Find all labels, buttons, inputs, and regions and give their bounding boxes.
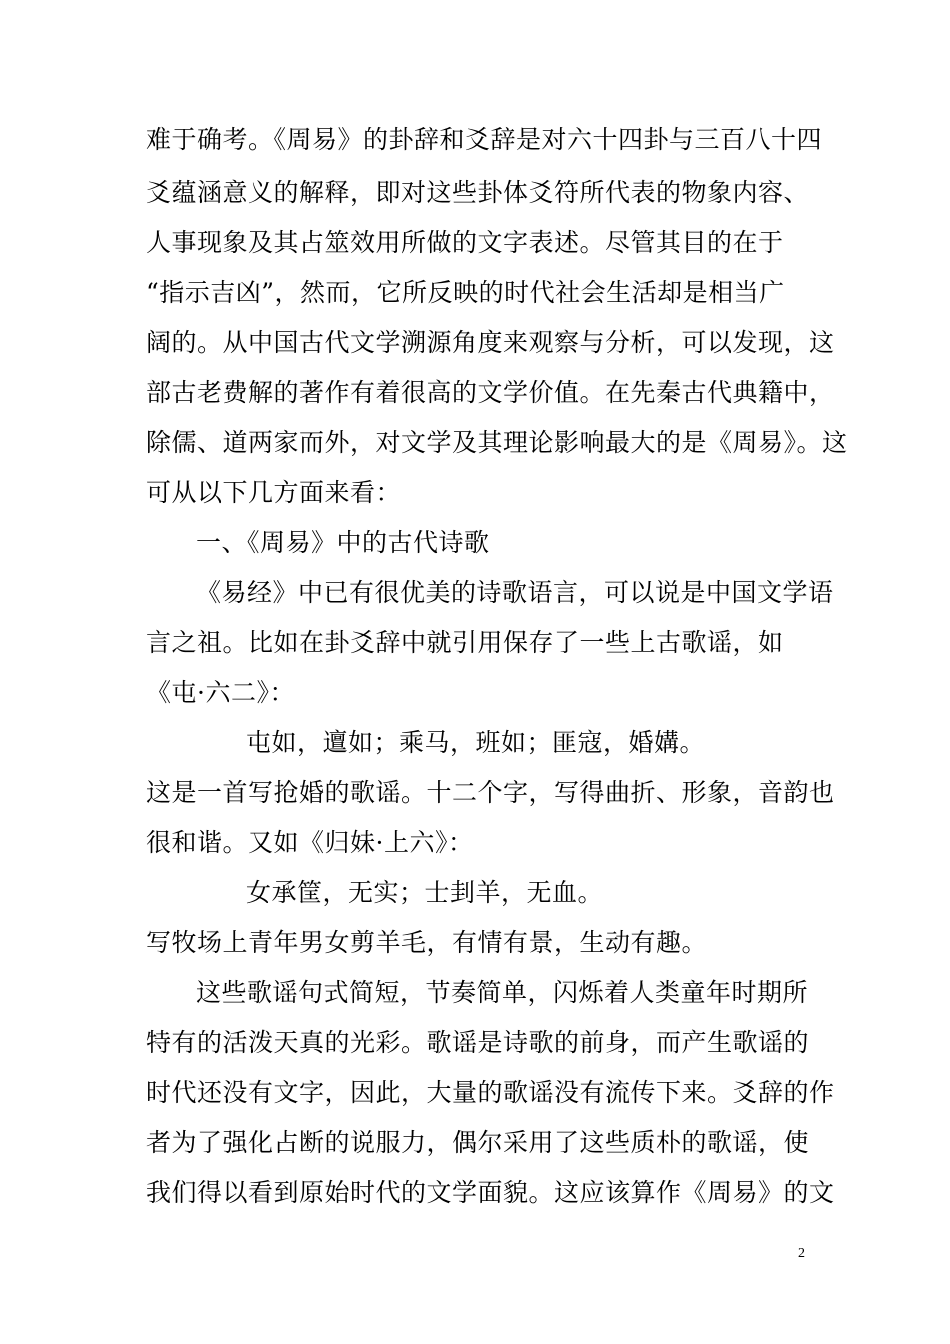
body-text-line: “指示吉凶”，然而，它所反映的时代社会生活却是相当广 (146, 278, 785, 307)
body-text-line: 人事现象及其占筮效用所做的文字表述。尽管其目的在于 (146, 228, 784, 257)
quoted-verse: 女承筐，无实；士刲羊，无血。 (246, 878, 604, 907)
body-text-line: 写牧场上青年男女剪羊毛，有情有景，生动有趣。 (146, 928, 708, 957)
body-text-line: 《屯·六二》： (146, 678, 295, 707)
body-text-line: 者为了强化占断的说服力，偶尔采用了这些质朴的歌谣，使 (146, 1128, 810, 1157)
quoted-verse: 屯如，邅如；乘马，班如；匪寇，婚媾。 (246, 728, 706, 757)
body-text-line: 很和谐。又如《归妹·上六》： (146, 828, 474, 857)
body-text-line: 特有的活泼天真的光彩。歌谣是诗歌的前身，而产生歌谣的 (146, 1028, 810, 1057)
body-text-line: 可从以下几方面来看： (146, 478, 402, 507)
body-text-line: 这是一首写抢婚的歌谣。十二个字，写得曲折、形象，音韵也 (146, 778, 835, 807)
body-text-line: 部古老费解的著作有着很高的文学价值。在先秦古代典籍中， (146, 378, 835, 407)
page-number: 2 (798, 1246, 805, 1261)
body-text-line: 我们得以看到原始时代的文学面貌。这应该算作《周易》的文 (146, 1178, 835, 1207)
body-text-line: 言之祖。比如在卦爻辞中就引用保存了一些上古歌谣，如 (146, 628, 784, 657)
body-text-line: 《易经》中已有很优美的诗歌语言，可以说是中国文学语 (196, 578, 834, 607)
section-heading: 一、《周易》中的古代诗歌 (196, 528, 490, 557)
body-text-line: 除儒、道两家而外，对文学及其理论影响最大的是《周易》。这 (146, 428, 848, 457)
body-text-line: 时代还没有文字，因此，大量的歌谣没有流传下来。爻辞的作 (146, 1078, 835, 1107)
body-text-line: 难于确考。《周易》的卦辞和爻辞是对六十四卦与三百八十四 (146, 125, 823, 154)
body-text-line: 这些歌谣句式简短，节奏简单，闪烁着人类童年时期所 (196, 978, 809, 1007)
body-text-line: 阔的。从中国古代文学溯源角度来观察与分析，可以发现，这 (146, 328, 835, 357)
body-text-line: 爻蕴涵意义的解释，即对这些卦体爻符所代表的物象内容、 (146, 178, 810, 207)
